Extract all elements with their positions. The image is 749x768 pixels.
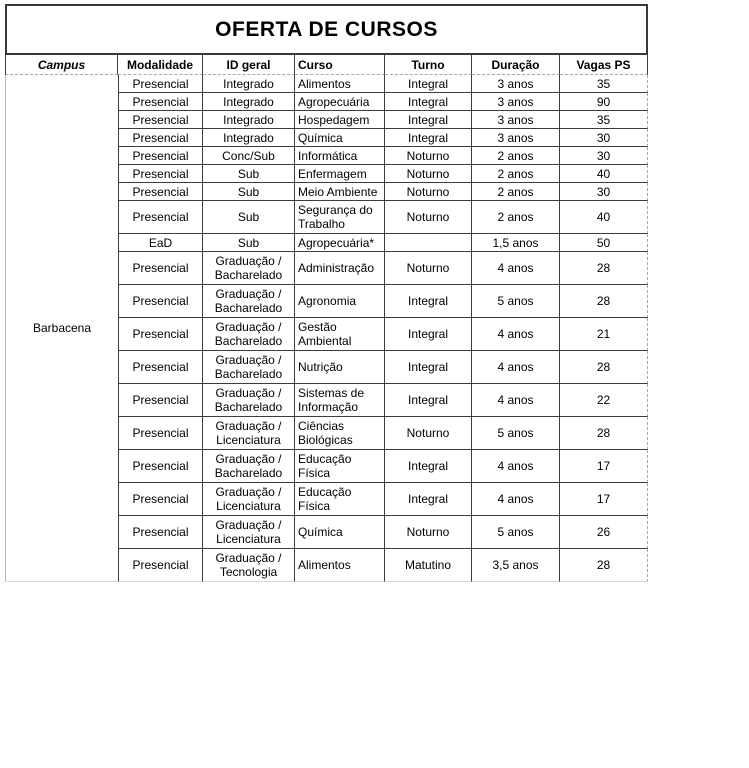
- cell-duracao: 2 anos: [472, 183, 560, 201]
- table-title-text: OFERTA DE CURSOS: [215, 17, 438, 41]
- cell-curso: Enfermagem: [295, 165, 385, 183]
- cell-turno: Integral: [385, 351, 472, 384]
- table-row: [118, 483, 648, 516]
- cell-modalidade: Presencial: [118, 483, 203, 516]
- cell-curso: Ciências Biológicas: [295, 417, 385, 450]
- cell-modalidade: EaD: [118, 234, 203, 252]
- cell-modalidade: Presencial: [118, 252, 203, 285]
- cell-modalidade: Presencial: [118, 111, 203, 129]
- cell-turno: Integral: [385, 129, 472, 147]
- cell-curso: Administração: [295, 252, 385, 285]
- header-vagas-ps: Vagas PS: [560, 55, 648, 75]
- cell-turno: Integral: [385, 318, 472, 351]
- cell-curso: Hospedagem: [295, 111, 385, 129]
- cell-vagas-ps: 35: [560, 75, 648, 93]
- cell-duracao: 3 anos: [472, 129, 560, 147]
- cell-id-geral: Integrado: [203, 75, 295, 93]
- cell-duracao: 4 anos: [472, 318, 560, 351]
- cell-curso: Educação Física: [295, 450, 385, 483]
- cell-duracao: 4 anos: [472, 252, 560, 285]
- cell-id-geral: Graduação / Licenciatura: [203, 516, 295, 549]
- cell-turno: Integral: [385, 93, 472, 111]
- cell-vagas-ps: 35: [560, 111, 648, 129]
- cell-duracao: 3 anos: [472, 111, 560, 129]
- table-row: [118, 417, 648, 450]
- cell-id-geral: Integrado: [203, 111, 295, 129]
- cell-id-geral: Graduação / Bacharelado: [203, 384, 295, 417]
- cell-turno: Noturno: [385, 183, 472, 201]
- header-turno: Turno: [385, 55, 472, 75]
- cell-curso: Alimentos: [295, 75, 385, 93]
- cell-curso: Agronomia: [295, 285, 385, 318]
- table-row: [118, 318, 648, 351]
- cell-id-geral: Graduação / Bacharelado: [203, 351, 295, 384]
- cell-curso: Meio Ambiente: [295, 183, 385, 201]
- cell-vagas-ps: 28: [560, 549, 648, 582]
- cell-turno: Integral: [385, 111, 472, 129]
- cell-modalidade: Presencial: [118, 318, 203, 351]
- table-row: [118, 234, 648, 252]
- cell-modalidade: Presencial: [118, 93, 203, 111]
- cell-curso: Gestão Ambiental: [295, 318, 385, 351]
- cell-modalidade: Presencial: [118, 165, 203, 183]
- cell-turno: Noturno: [385, 252, 472, 285]
- cell-curso: Agropecuária*: [295, 234, 385, 252]
- cell-curso: Educação Física: [295, 483, 385, 516]
- cell-curso: Nutrição: [295, 351, 385, 384]
- cell-id-geral: Sub: [203, 165, 295, 183]
- cell-vagas-ps: 22: [560, 384, 648, 417]
- campus-name: Barbacena: [32, 321, 92, 335]
- cell-id-geral: Sub: [203, 183, 295, 201]
- header-duracao: Duração: [472, 55, 560, 75]
- cell-modalidade: Presencial: [118, 75, 203, 93]
- cell-turno: [385, 234, 472, 252]
- cell-duracao: 1,5 anos: [472, 234, 560, 252]
- cell-duracao: 4 anos: [472, 450, 560, 483]
- cell-duracao: 4 anos: [472, 483, 560, 516]
- cell-turno: Noturno: [385, 201, 472, 234]
- cell-modalidade: Presencial: [118, 417, 203, 450]
- table-row: [118, 285, 648, 318]
- cell-id-geral: Graduação / Tecnologia: [203, 549, 295, 582]
- cell-id-geral: Integrado: [203, 129, 295, 147]
- cell-id-geral: Graduação / Licenciatura: [203, 417, 295, 450]
- table-row: [118, 183, 648, 201]
- cell-id-geral: Sub: [203, 201, 295, 234]
- cell-vagas-ps: 28: [560, 351, 648, 384]
- cell-turno: Integral: [385, 483, 472, 516]
- cell-modalidade: Presencial: [118, 384, 203, 417]
- cell-turno: Noturno: [385, 147, 472, 165]
- table-header-row: [5, 55, 648, 75]
- table-row: [118, 450, 648, 483]
- cell-vagas-ps: 40: [560, 165, 648, 183]
- table-row: [118, 111, 648, 129]
- table-row: [118, 351, 648, 384]
- table-row: [118, 129, 648, 147]
- cell-id-geral: Graduação / Bacharelado: [203, 285, 295, 318]
- header-curso: Curso: [295, 55, 385, 75]
- cell-modalidade: Presencial: [118, 147, 203, 165]
- cell-vagas-ps: 28: [560, 417, 648, 450]
- header-campus: Campus: [5, 55, 118, 75]
- cell-vagas-ps: 21: [560, 318, 648, 351]
- cell-duracao: 2 anos: [472, 147, 560, 165]
- cell-curso: Química: [295, 516, 385, 549]
- cell-curso: Informática: [295, 147, 385, 165]
- table-row: [118, 165, 648, 183]
- cell-duracao: 4 anos: [472, 351, 560, 384]
- cell-vagas-ps: 50: [560, 234, 648, 252]
- cell-vagas-ps: 40: [560, 201, 648, 234]
- cell-modalidade: Presencial: [118, 351, 203, 384]
- table-row: [118, 516, 648, 549]
- cell-id-geral: Graduação / Licenciatura: [203, 483, 295, 516]
- table-body: [118, 75, 648, 582]
- cell-turno: Noturno: [385, 417, 472, 450]
- cell-turno: Integral: [385, 75, 472, 93]
- cell-turno: Integral: [385, 285, 472, 318]
- cell-modalidade: Presencial: [118, 201, 203, 234]
- cell-duracao: 5 anos: [472, 417, 560, 450]
- cell-curso: Agropecuária: [295, 93, 385, 111]
- cell-modalidade: Presencial: [118, 450, 203, 483]
- table-title: [5, 4, 648, 55]
- cell-id-geral: Integrado: [203, 93, 295, 111]
- table-row: [118, 201, 648, 234]
- cell-id-geral: Conc/Sub: [203, 147, 295, 165]
- cell-duracao: 2 anos: [472, 165, 560, 183]
- cell-modalidade: Presencial: [118, 129, 203, 147]
- cell-curso: Química: [295, 129, 385, 147]
- table-row: [118, 384, 648, 417]
- cell-duracao: 4 anos: [472, 384, 560, 417]
- cell-id-geral: Graduação / Bacharelado: [203, 252, 295, 285]
- cell-vagas-ps: 26: [560, 516, 648, 549]
- table-row: [118, 549, 648, 582]
- cell-vagas-ps: 28: [560, 285, 648, 318]
- cell-curso: Segurança do Trabalho: [295, 201, 385, 234]
- header-id-geral: ID geral: [203, 55, 295, 75]
- cell-modalidade: Presencial: [118, 285, 203, 318]
- table-row: [118, 147, 648, 165]
- cell-modalidade: Presencial: [118, 183, 203, 201]
- cell-id-geral: Graduação / Bacharelado: [203, 318, 295, 351]
- cell-curso: Sistemas de Informação: [295, 384, 385, 417]
- cell-vagas-ps: 30: [560, 183, 648, 201]
- cell-duracao: 5 anos: [472, 285, 560, 318]
- cell-vagas-ps: 17: [560, 483, 648, 516]
- cell-vagas-ps: 17: [560, 450, 648, 483]
- cell-modalidade: Presencial: [118, 549, 203, 582]
- cell-turno: Noturno: [385, 516, 472, 549]
- cell-duracao: 3,5 anos: [472, 549, 560, 582]
- cell-duracao: 2 anos: [472, 201, 560, 234]
- cell-modalidade: Presencial: [118, 516, 203, 549]
- cell-id-geral: Graduação / Bacharelado: [203, 450, 295, 483]
- cell-vagas-ps: 30: [560, 147, 648, 165]
- cell-turno: Matutino: [385, 549, 472, 582]
- cell-vagas-ps: 90: [560, 93, 648, 111]
- cell-vagas-ps: 28: [560, 252, 648, 285]
- cell-vagas-ps: 30: [560, 129, 648, 147]
- cell-turno: Integral: [385, 450, 472, 483]
- cell-turno: Noturno: [385, 165, 472, 183]
- cell-turno: Integral: [385, 384, 472, 417]
- header-modalidade: Modalidade: [118, 55, 203, 75]
- cell-duracao: 3 anos: [472, 75, 560, 93]
- table-row: [118, 75, 648, 93]
- cell-duracao: 5 anos: [472, 516, 560, 549]
- table-row: [118, 252, 648, 285]
- table-row: [118, 93, 648, 111]
- cell-duracao: 3 anos: [472, 93, 560, 111]
- cell-curso: Alimentos: [295, 549, 385, 582]
- cell-id-geral: Sub: [203, 234, 295, 252]
- campus-merged-cell: [5, 75, 118, 582]
